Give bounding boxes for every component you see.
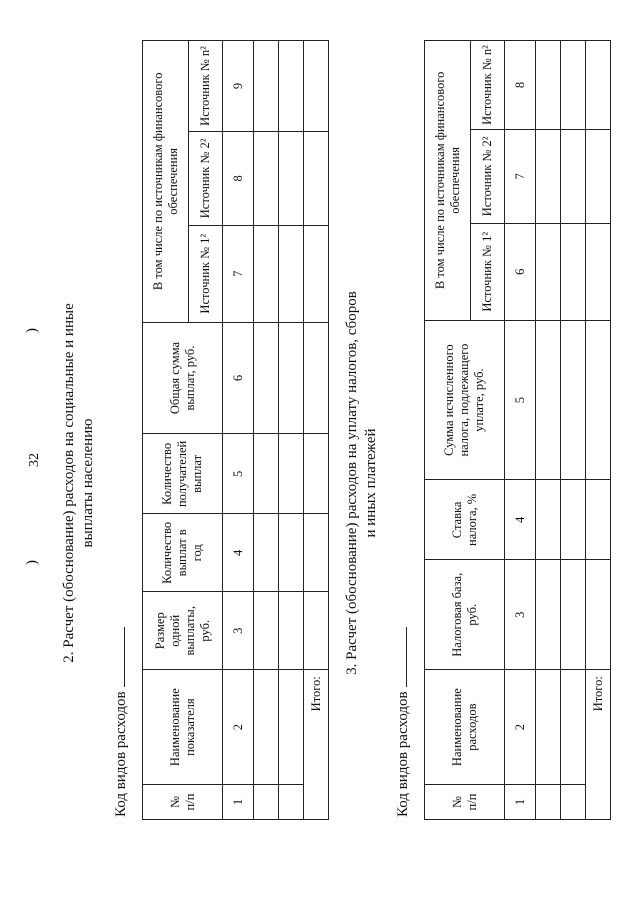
- s2-colnum: 8: [223, 131, 254, 225]
- section2-title: [60, 173, 98, 793]
- s3-header-tax-base: Налоговая база, руб.: [425, 560, 505, 670]
- s3-header-source-1: Источник № 1²: [471, 223, 505, 320]
- s3-header-tax-sum: Сумма исчисленного налога, подлежащего уплате, руб.: [425, 320, 505, 480]
- s2-header-source-1: Источник № 1²: [189, 225, 223, 322]
- cell: [536, 129, 561, 223]
- cell: [254, 225, 279, 322]
- cell: [561, 785, 586, 820]
- cell: [279, 131, 304, 225]
- s3-colnum: 6: [505, 223, 536, 320]
- s3-colnum: 3: [505, 560, 536, 670]
- section2-code-blank: [110, 627, 125, 687]
- cell: [304, 592, 329, 670]
- cell: [279, 785, 304, 820]
- s3-colnum: 4: [505, 480, 536, 560]
- cell: [254, 592, 279, 670]
- s2-colnum: 1: [223, 785, 254, 820]
- section3-code-text: Код видов расходов: [395, 691, 411, 817]
- cell: [254, 785, 279, 820]
- section2-title-line2: выплаты населению: [80, 418, 96, 548]
- s2-colnum: 5: [223, 434, 254, 514]
- cell: [279, 670, 304, 785]
- section3-title-line2: и иных платежей: [363, 428, 379, 538]
- s3-header-source-2: Источник № 2²: [471, 129, 505, 223]
- s3-total-row: [586, 41, 611, 820]
- cell: [561, 320, 586, 480]
- section3-title: [343, 173, 381, 793]
- s3-total-label: Итого:: [586, 670, 611, 820]
- cell: [536, 785, 561, 820]
- cell: [279, 434, 304, 514]
- s2-header-count-payments: Количество выплат в год: [143, 514, 223, 592]
- section3-title-line1: 3. Расчет (обоснование) расходов на уплату налогов, сборов: [344, 291, 360, 675]
- s3-header-sources-group: В том числе по источникам финансового обеспечения: [425, 41, 471, 321]
- cell: [561, 670, 586, 785]
- s2-blank-row: [279, 41, 304, 820]
- cell: [586, 320, 611, 480]
- cell: [279, 514, 304, 592]
- s2-header-size: Размер одной выплаты, руб.: [143, 592, 223, 670]
- section2-title-line1: 2. Расчет (обоснование) расходов на социальные и иные: [61, 303, 77, 663]
- cell: [254, 131, 279, 225]
- cell: [561, 223, 586, 320]
- section3-table: [424, 40, 611, 820]
- section3-code-label: [392, 627, 412, 817]
- s2-header-num: № п/п: [143, 785, 223, 820]
- s2-blank-row: [254, 41, 279, 820]
- s2-header-sources-group: В том числе по источникам финансового обеспечения: [143, 41, 189, 323]
- cell: [304, 514, 329, 592]
- s2-colnum: 4: [223, 514, 254, 592]
- cell: [254, 41, 279, 132]
- s2-header-source-n: Источник № n²: [189, 41, 223, 132]
- cell: [536, 41, 561, 130]
- s3-blank-row: [561, 41, 586, 820]
- s2-colnum: 7: [223, 225, 254, 322]
- cell: [561, 480, 586, 560]
- cell: [586, 223, 611, 320]
- section2-code-text: Код видов расходов: [113, 691, 129, 817]
- s3-colnum: 8: [505, 41, 536, 130]
- cell: [536, 320, 561, 480]
- cell: [536, 670, 561, 785]
- s2-total-label: Итого:: [304, 670, 329, 820]
- cell: [586, 480, 611, 560]
- s3-colnum: 1: [505, 785, 536, 820]
- cell: [279, 41, 304, 132]
- s3-header-source-n: Источник № n²: [471, 41, 505, 130]
- s2-header-name: Наименование показателя: [143, 670, 223, 785]
- s2-colnum: 3: [223, 592, 254, 670]
- s2-header-source-2: Источник № 2²: [189, 131, 223, 225]
- cell: [254, 670, 279, 785]
- cell: [561, 129, 586, 223]
- cell: [304, 131, 329, 225]
- s3-header-tax-rate: Ставка налога, %: [425, 480, 505, 560]
- s3-column-numbers-row: [505, 41, 536, 820]
- cell: [254, 434, 279, 514]
- page-number: 32: [27, 453, 42, 467]
- cell: [304, 41, 329, 132]
- cell: [561, 560, 586, 670]
- cell: [304, 225, 329, 322]
- parenthesis-left: ): [24, 560, 40, 565]
- parenthesis-right: ): [24, 328, 40, 333]
- s3-header-name: Наименование расходов: [425, 670, 505, 785]
- cell: [536, 480, 561, 560]
- cell: [304, 322, 329, 434]
- s3-blank-row: [536, 41, 561, 820]
- s2-colnum: 2: [223, 670, 254, 785]
- cell: [279, 225, 304, 322]
- cell: [254, 322, 279, 434]
- s2-header-total-sum: Общая сумма выплат, руб.: [143, 322, 223, 434]
- cell: [304, 434, 329, 514]
- s3-colnum: 5: [505, 320, 536, 480]
- section2-code-label: [110, 627, 130, 817]
- s3-colnum: 7: [505, 129, 536, 223]
- s2-total-row: [304, 41, 329, 820]
- section2-table: [142, 40, 329, 820]
- cell: [561, 41, 586, 130]
- s3-header-num: № п/п: [425, 785, 505, 820]
- s2-header-count-recipients: Количество получателей выплат: [143, 434, 223, 514]
- cell: [586, 560, 611, 670]
- cell: [254, 514, 279, 592]
- s3-colnum: 2: [505, 670, 536, 785]
- cell: [279, 322, 304, 434]
- s2-colnum: 6: [223, 322, 254, 434]
- cell: [586, 41, 611, 130]
- s2-colnum: 9: [223, 41, 254, 132]
- section3-code-blank: [392, 627, 407, 687]
- cell: [586, 129, 611, 223]
- s2-column-numbers-row: [223, 41, 254, 820]
- cell: [279, 592, 304, 670]
- cell: [536, 560, 561, 670]
- cell: [536, 223, 561, 320]
